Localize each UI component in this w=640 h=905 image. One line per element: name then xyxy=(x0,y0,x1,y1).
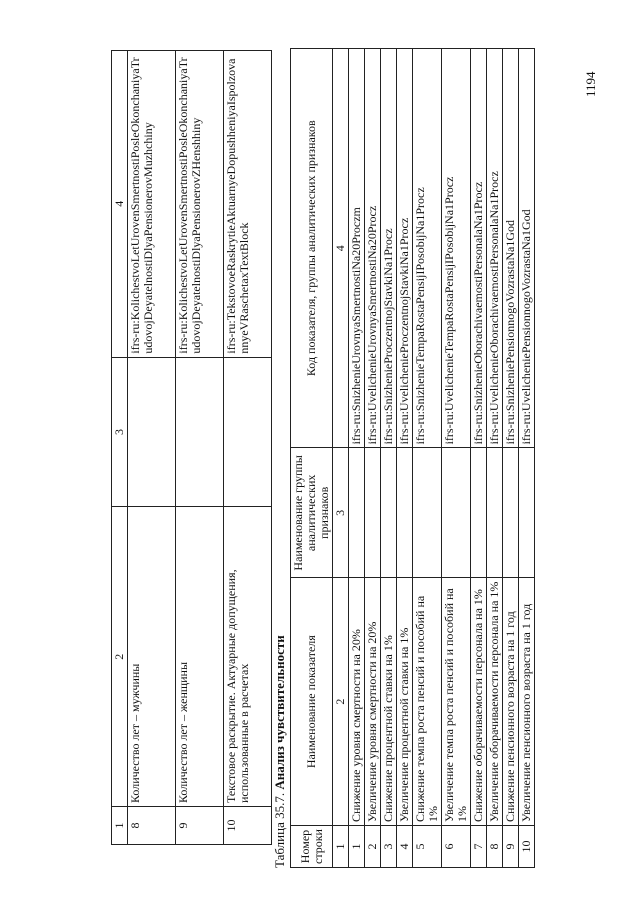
indicator-name: Снижение уровня смертности на 20% xyxy=(349,578,365,826)
group-name xyxy=(224,357,272,507)
header-indicator-name: Наименование показателя xyxy=(291,578,333,826)
group-name xyxy=(413,448,442,578)
group-name xyxy=(503,448,519,578)
table-caption xyxy=(272,635,288,868)
index-cell: 3 xyxy=(112,357,128,507)
indicator-code: ifrs-ru:UvelichenieTempaRostaPensijIPosobijNa1Procz xyxy=(442,49,471,448)
table-row xyxy=(349,49,365,868)
indicator-name: Снижение процентной ставки на 1% xyxy=(381,578,397,826)
indicator-code: ifrs-ru:SnizhenieOborachivaemostiPersonalaNa1Procz xyxy=(471,49,487,448)
index-cell: 1 xyxy=(333,826,349,868)
continuation-table xyxy=(111,50,272,845)
table-row xyxy=(224,51,272,845)
index-cell: 2 xyxy=(112,507,128,807)
indicator-code: ifrs-ru:SnizheniePensionnogoVozrastaNa1God xyxy=(503,49,519,448)
table-row xyxy=(487,49,503,868)
table-index-row xyxy=(112,51,128,845)
table-row xyxy=(471,49,487,868)
header-group-name: Наименование группы аналитических признаков xyxy=(291,448,333,578)
indicator-name: Снижение темпа роста пенсий и пособий на 1% xyxy=(413,578,442,826)
row-number: 6 xyxy=(442,826,471,868)
row-number: 7 xyxy=(471,826,487,868)
caption-title: Анализ чувствительности xyxy=(272,635,287,790)
table-header-row xyxy=(291,49,333,868)
indicator-code: ifrs-ru:UvelichenieProczentnojStavkiNa1Procz xyxy=(397,49,413,448)
row-number: 9 xyxy=(503,826,519,868)
indicator-code: ifrs-ru:SnizhenieProczentnojStavkiNa1Procz xyxy=(381,49,397,448)
header-row-number: Номер строки xyxy=(291,826,333,868)
indicator-name: Количество лет – мужчины xyxy=(128,507,176,807)
indicator-code: ifrs-ru:UvelichenieUrovnyaSmertnostiNa20Procz xyxy=(365,49,381,448)
group-name xyxy=(397,448,413,578)
caption-prefix: Таблица 35.7. xyxy=(272,789,287,868)
indicator-name: Снижение оборачиваемости персонала на 1% xyxy=(471,578,487,826)
table-row xyxy=(397,49,413,868)
index-cell: 3 xyxy=(333,448,349,578)
table-row xyxy=(381,49,397,868)
table-row xyxy=(365,49,381,868)
indicator-name: Увеличение оборачиваемости персонала на 1% xyxy=(487,578,503,826)
table-row xyxy=(176,51,224,845)
page-number: 1194 xyxy=(583,71,598,97)
row-number: 1 xyxy=(349,826,365,868)
row-number: 4 xyxy=(397,826,413,868)
group-name xyxy=(381,448,397,578)
row-number: 9 xyxy=(176,807,224,845)
table-row xyxy=(442,49,471,868)
group-name xyxy=(128,357,176,507)
indicator-name: Увеличение темпа роста пенсий и пособий на 1% xyxy=(442,578,471,826)
indicator-name: Снижение пенсионного возраста на 1 год xyxy=(503,578,519,826)
row-number: 10 xyxy=(224,807,272,845)
indicator-name: Текстовое раскрытие. Актуарные допущения, использованные в расчетах xyxy=(224,507,272,807)
sensitivity-table xyxy=(290,48,535,868)
index-cell: 2 xyxy=(333,578,349,826)
table-row xyxy=(413,49,442,868)
index-cell: 4 xyxy=(333,49,349,448)
index-cell: 4 xyxy=(112,51,128,358)
group-name xyxy=(365,448,381,578)
row-number: 3 xyxy=(381,826,397,868)
group-name xyxy=(349,448,365,578)
index-cell: 1 xyxy=(112,807,128,845)
indicator-code: ifrs-ru:UvelicheniePensionnogoVozrastaNa1God xyxy=(519,49,535,448)
group-name xyxy=(471,448,487,578)
indicator-name: Увеличение уровня смертности на 20% xyxy=(365,578,381,826)
indicator-code: ifrs-ru:KolichestvoLetUrovenSmertnostiPosleOkonchaniyaTrudovojDeyatelnostiDlyaPensionerovZHenshhiny xyxy=(176,51,224,358)
row-number: 2 xyxy=(365,826,381,868)
table-row xyxy=(128,51,176,845)
row-number: 5 xyxy=(413,826,442,868)
table-row xyxy=(503,49,519,868)
indicator-name: Количество лет – женщины xyxy=(176,507,224,807)
group-name xyxy=(176,357,224,507)
indicator-code: ifrs-ru:TekstovoeRaskrytieAktuarnyeDopushheniyaIspolzovannyeVRaschetaxTextBlock xyxy=(224,51,272,358)
row-number: 8 xyxy=(128,807,176,845)
row-number: 10 xyxy=(519,826,535,868)
indicator-code: ifrs-ru:SnizhenieUrovnyaSmertnostiNa20Proczm xyxy=(349,49,365,448)
indicator-code: ifrs-ru:SnizhenieTempaRostaPensijIPosobijNa1Procz xyxy=(413,49,442,448)
row-number: 8 xyxy=(487,826,503,868)
group-name xyxy=(442,448,471,578)
indicator-name: Увеличение пенсионного возраста на 1 год xyxy=(519,578,535,826)
indicator-code: ifrs-ru:KolichestvoLetUrovenSmertnostiPosleOkonchaniyaTrudovojDeyatelnostiDlyaPensionerovMuzhchiny xyxy=(128,51,176,358)
group-name xyxy=(519,448,535,578)
indicator-name: Увеличение процентной ставки на 1% xyxy=(397,578,413,826)
header-indicator-code: Код показателя, группы аналитических признаков xyxy=(291,49,333,448)
group-name xyxy=(487,448,503,578)
table-index-row xyxy=(333,49,349,868)
indicator-code: ifrs-ru:UvelichenieOborachivaemostiPersonalaNa1Procz xyxy=(487,49,503,448)
table-row xyxy=(519,49,535,868)
